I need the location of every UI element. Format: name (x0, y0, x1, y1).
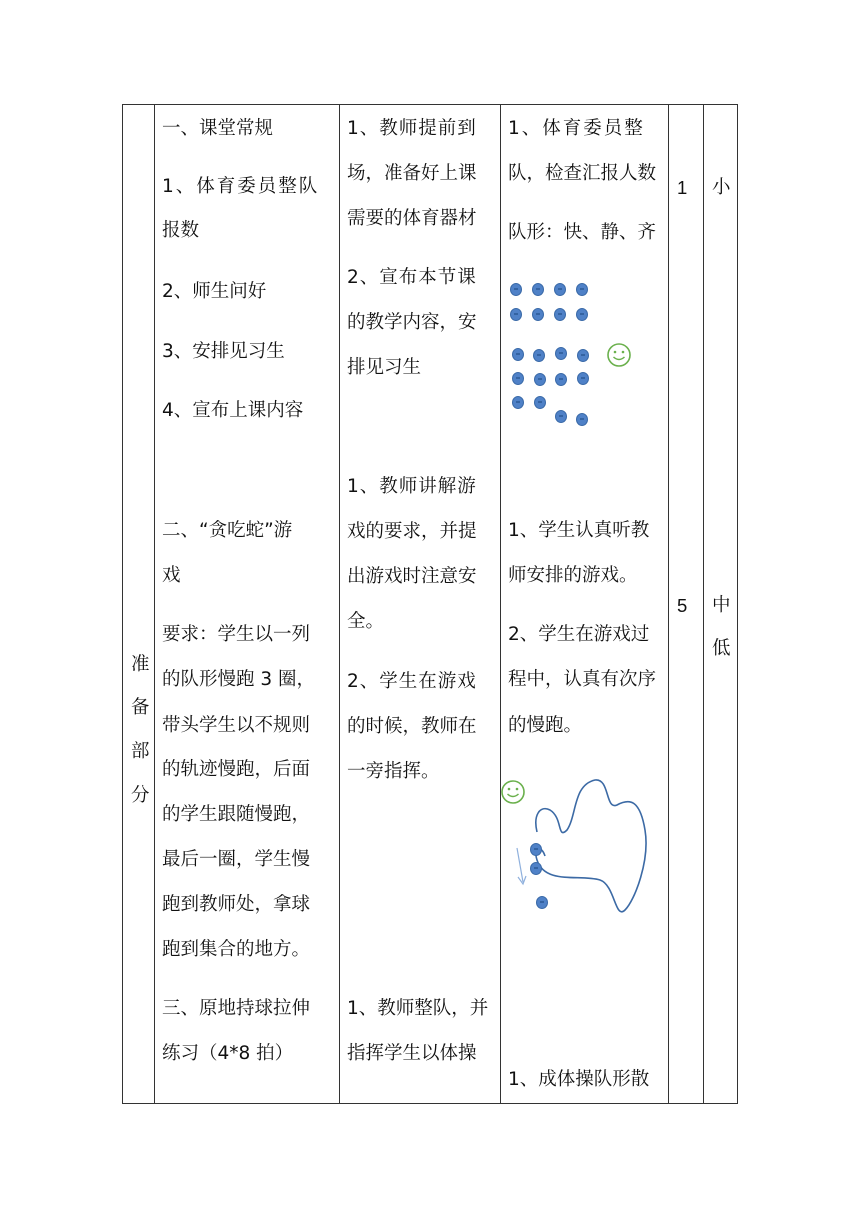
student-dot-icon (554, 283, 566, 296)
content-line: 的队形慢跑 3 圈， (162, 669, 316, 690)
time-value: 5 (677, 595, 688, 616)
teacher-line: 全。 (347, 611, 385, 632)
content-line: 4、宣布上课内容 (162, 400, 304, 421)
student-dot-icon (512, 348, 524, 361)
student-dot-icon (534, 396, 546, 409)
content-line: 1、体育委员整队 (162, 176, 320, 197)
teacher-line: 1、教师讲解游 (347, 476, 477, 497)
student-dot-icon (536, 896, 548, 909)
teacher-line: 需要的体育器材 (347, 208, 477, 229)
student-line: 队，检查汇报人数 (508, 163, 657, 184)
content-line: 带头学生以不规则 (162, 715, 311, 736)
column-divider (703, 105, 704, 1103)
content-line: 要求：学生以一列 (162, 624, 311, 645)
content-line: 2、师生问好 (162, 281, 267, 302)
student-line: 的慢跑。 (508, 715, 583, 736)
teacher-line: 2、学生在游戏 (347, 671, 477, 692)
student-line: 程中，认真有次序 (508, 669, 657, 690)
section-label-char: 备 (131, 697, 150, 718)
student-dot-icon (512, 396, 524, 409)
content-line: 练习（4*8 拍） (162, 1043, 294, 1064)
student-dot-icon (534, 373, 546, 386)
student-dot-icon (576, 413, 588, 426)
content-line: 三、原地持球拉伸 (162, 998, 311, 1019)
teacher-line: 1、教师整队，并 (347, 998, 489, 1019)
teacher-line: 指挥学生以体操 (347, 1043, 477, 1064)
student-dot-icon (533, 349, 545, 362)
content-line: 最后一圈，学生慢 (162, 849, 311, 870)
student-dot-icon (532, 308, 544, 321)
intensity-value: 小 (712, 177, 731, 198)
content-line: 报数 (162, 220, 200, 241)
student-dot-icon (576, 283, 588, 296)
content-line: 3、安排见习生 (162, 341, 285, 362)
student-dot-icon (510, 308, 522, 321)
content-line: 的学生跟随慢跑， (162, 804, 311, 825)
teacher-line: 1、教师提前到 (347, 118, 477, 139)
student-dot-icon (577, 349, 589, 362)
teacher-smiley-icon (606, 342, 632, 368)
student-dot-icon (532, 283, 544, 296)
column-divider (500, 105, 501, 1103)
section-label-char: 准 (131, 654, 150, 675)
teacher-line: 一旁指挥。 (347, 761, 440, 782)
teacher-line: 戏的要求，并提 (347, 521, 477, 542)
content-line: 的轨迹慢跑，后面 (162, 759, 311, 780)
column-divider (668, 105, 669, 1103)
section-label-char: 分 (131, 785, 150, 806)
student-line: 1、体育委员整 (508, 118, 645, 139)
running-path-icon (505, 770, 665, 920)
content-line: 跑到集合的地方。 (162, 939, 311, 960)
student-dot-icon (576, 308, 588, 321)
column-divider (339, 105, 340, 1103)
student-line: 师安排的游戏。 (508, 565, 638, 586)
teacher-line: 场，准备好上课 (347, 163, 477, 184)
student-dot-icon (512, 372, 524, 385)
student-line: 队形：快、静、齐 (508, 222, 657, 243)
student-dot-icon (510, 283, 522, 296)
student-dot-icon (554, 308, 566, 321)
student-dot-icon (577, 372, 589, 385)
student-line: 1、成体操队形散 (508, 1069, 650, 1090)
student-line: 1、学生认真听教 (508, 520, 650, 541)
student-dot-icon (530, 862, 542, 875)
section-label-char: 部 (131, 741, 150, 762)
content-line: 二、“贪吃蛇”游 (162, 520, 293, 541)
student-dot-icon (555, 347, 567, 360)
column-divider (154, 105, 155, 1103)
content-line: 一、课堂常规 (162, 118, 274, 139)
intensity-value: 低 (712, 638, 731, 659)
teacher-line: 出游戏时注意安 (347, 566, 477, 587)
time-value: 1 (677, 177, 688, 198)
student-dot-icon (555, 373, 567, 386)
student-dot-icon (530, 843, 542, 856)
student-dot-icon (555, 410, 567, 423)
content-line: 戏 (162, 565, 181, 586)
teacher-line: 排见习生 (347, 357, 422, 378)
teacher-line: 的教学内容，安 (347, 312, 477, 333)
student-line: 2、学生在游戏过 (508, 624, 650, 645)
intensity-value: 中 (712, 595, 731, 616)
teacher-line: 2、宣布本节课 (347, 267, 477, 288)
content-line: 跑到教师处，拿球 (162, 894, 311, 915)
teacher-line: 的时候，教师在 (347, 716, 477, 737)
